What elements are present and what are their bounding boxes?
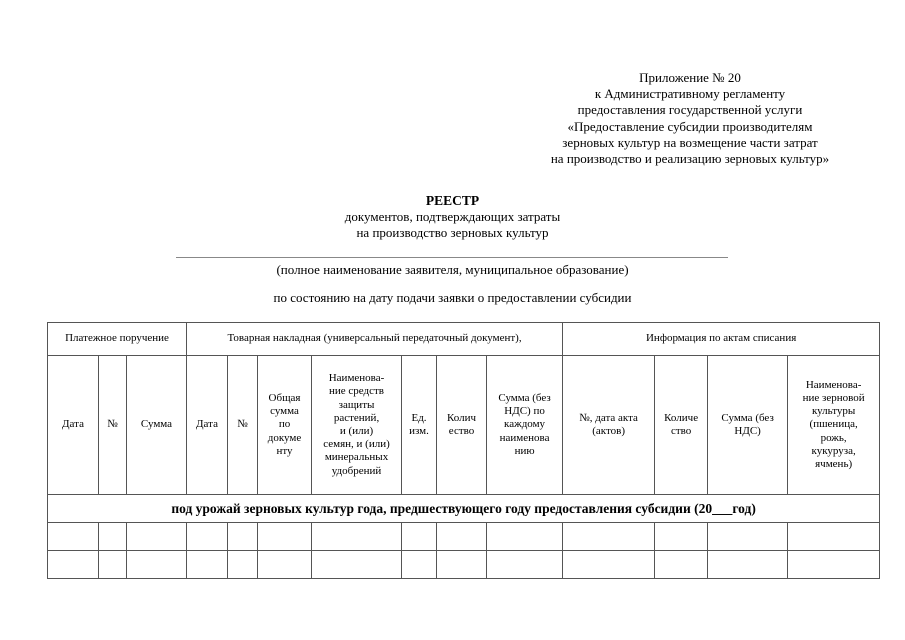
appendix-line: предоставления государственной услуги xyxy=(577,102,803,118)
col-header-unit: Ед. изм. xyxy=(402,356,437,495)
col-header-invoice-date: Дата xyxy=(187,356,228,495)
col-header-act-sum: Сумма (без НДС) xyxy=(708,356,788,495)
col-header-payment-number: № xyxy=(99,356,127,495)
table-cell[interactable] xyxy=(312,551,402,579)
col-header-act-quantity: Количе ство xyxy=(655,356,708,495)
group-header-writeoff: Информация по актам списания xyxy=(563,323,880,356)
col-header-quantity: Колич ество xyxy=(437,356,487,495)
table-cell[interactable] xyxy=(258,523,312,551)
col-header-payment-sum: Сумма xyxy=(127,356,187,495)
table-group-header-row xyxy=(48,323,880,356)
table-cell[interactable] xyxy=(48,551,99,579)
table-cell[interactable] xyxy=(437,551,487,579)
table-cell[interactable] xyxy=(127,551,187,579)
table-cell[interactable] xyxy=(228,523,258,551)
col-header-item-sum: Сумма (без НДС) по каждому наименова нию xyxy=(487,356,563,495)
appendix-line: на производство и реализацию зерновых культур» xyxy=(550,151,830,167)
table-cell[interactable] xyxy=(437,523,487,551)
table-cell[interactable] xyxy=(258,551,312,579)
harvest-year-label: под урожай зерновых культур года, предшествующего году предоставления субсидии (20___год) xyxy=(48,495,880,523)
table-cell[interactable] xyxy=(228,551,258,579)
appendix-line: «Предоставление субсидии производителям xyxy=(567,118,813,134)
table-cell[interactable] xyxy=(312,523,402,551)
appendix-line: к Административному регламенту xyxy=(594,86,786,102)
table-cell[interactable] xyxy=(655,551,708,579)
document-subtitle-line: документов, подтверждающих затраты xyxy=(344,209,561,224)
applicant-caption: (полное наименование заявителя, муниципальное образование) xyxy=(276,262,629,277)
col-header-act-number-date: №, дата акта (актов) xyxy=(563,356,655,495)
harvest-year-row xyxy=(48,495,880,523)
document-title: РЕЕСТР xyxy=(425,193,480,208)
table-cell[interactable] xyxy=(187,551,228,579)
col-header-item-name: Наименова- ние средств защиты растений, и (или) семян, и (или) минеральных удобрений xyxy=(312,356,402,495)
registry-table xyxy=(47,322,880,579)
table-cell[interactable] xyxy=(48,523,99,551)
table-cell[interactable] xyxy=(487,551,563,579)
col-header-crop-name: Наименова- ние зерновой культуры (пшеница, рожь, кукуруза, ячмень) xyxy=(788,356,880,495)
col-header-invoice-number: № xyxy=(228,356,258,495)
group-header-invoice: Товарная накладная (универсальный передаточный документ), xyxy=(187,323,563,356)
col-header-payment-date: Дата xyxy=(48,356,99,495)
table-cell[interactable] xyxy=(655,523,708,551)
table-column-header-row xyxy=(48,356,880,495)
as-of-statement: по состоянию на дату подачи заявки о предоставлении субсидии xyxy=(273,290,632,305)
group-header-payment-order: Платежное поручение xyxy=(48,323,187,356)
table-cell[interactable] xyxy=(563,551,655,579)
document-title-block xyxy=(0,193,905,241)
table-cell[interactable] xyxy=(99,551,127,579)
table-cell[interactable] xyxy=(99,523,127,551)
table-cell[interactable] xyxy=(788,551,880,579)
applicant-fill-line xyxy=(176,257,728,258)
table-cell[interactable] xyxy=(708,523,788,551)
document-subtitle-line: на производство зерновых культур xyxy=(356,225,549,240)
table-cell[interactable] xyxy=(708,551,788,579)
table-cell[interactable] xyxy=(487,523,563,551)
appendix-line: Приложение № 20 xyxy=(639,70,741,85)
table-cell[interactable] xyxy=(402,523,437,551)
table-cell[interactable] xyxy=(127,523,187,551)
table-cell[interactable] xyxy=(788,523,880,551)
col-header-invoice-total: Общая сумма по докуме нту xyxy=(258,356,312,495)
table-cell[interactable] xyxy=(402,551,437,579)
table-cell[interactable] xyxy=(187,523,228,551)
appendix-note xyxy=(470,70,905,167)
table-row xyxy=(48,523,880,551)
table-cell[interactable] xyxy=(563,523,655,551)
table-row xyxy=(48,551,880,579)
appendix-line: зерновых культур на возмещение части затрат xyxy=(562,134,818,150)
